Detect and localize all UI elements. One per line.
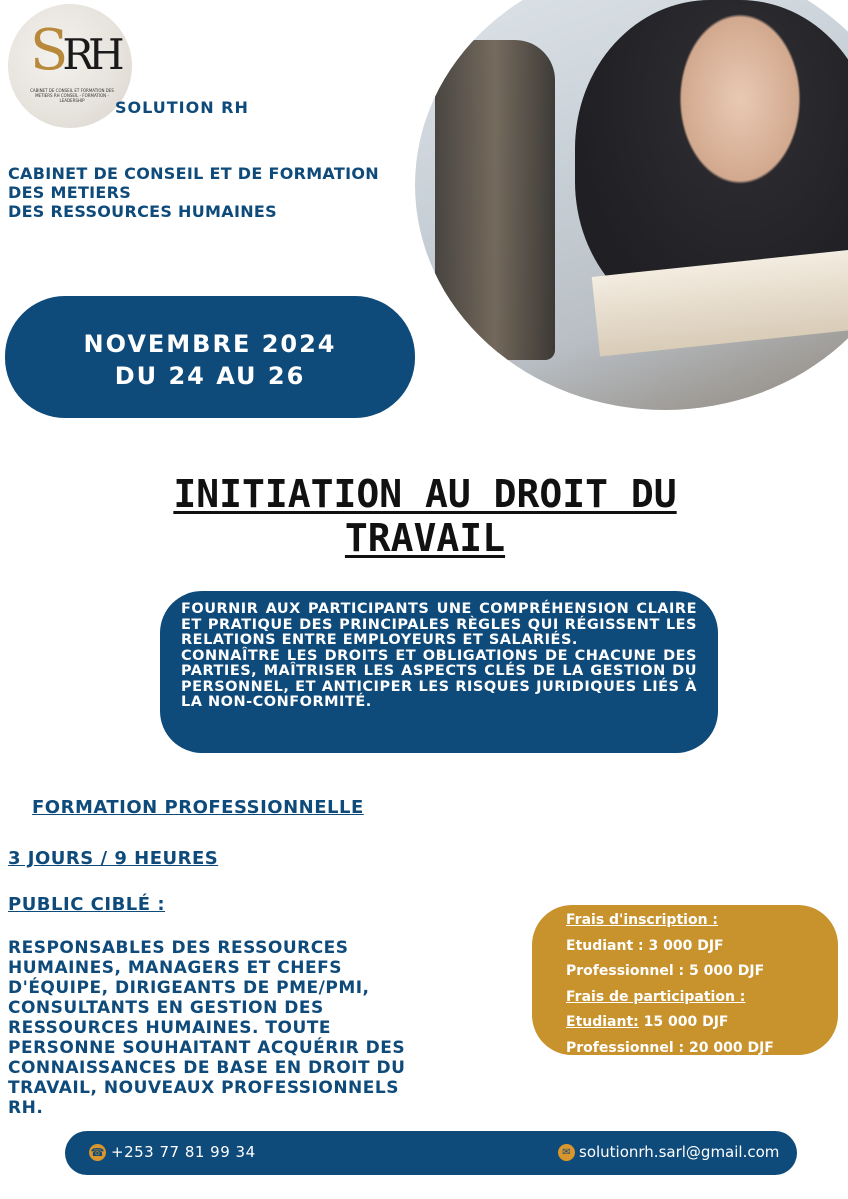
phone-number[interactable]: +253 77 81 99 34 <box>111 1143 256 1161</box>
lawyer-photo <box>415 0 848 410</box>
date-range: DU 24 AU 26 <box>114 362 306 390</box>
participation-heading: Frais de participation : <box>566 988 746 1005</box>
inscription-heading: Frais d'inscription : <box>566 912 719 928</box>
objectives-text <box>181 602 697 711</box>
tagline-line: DES RESSOURCES HUMAINES <box>8 202 277 221</box>
public-description: RESPONSABLES DES RESSOURCES HUMAINES, MANAGERS ET CHEFS D'ÉQUIPE, DIRIGEANTS DE PME/PMI, CONSULTANTS EN GESTION DES RESSOURCES HUMAINES. TOUTE PERSONNE SOUHAITANT ACQUÉRIR DES CONNAISSANCES DE BASE EN DROIT DU TRAVAIL, NOUVEAUX PROFESSIONNELS RH. <box>8 938 406 1118</box>
tagline-line: DES METIERS <box>8 183 132 202</box>
mail-icon: ✉ <box>558 1144 575 1161</box>
date-month: NOVEMBRE 2024 <box>83 330 337 358</box>
objective-item: CONNAÎTRE LES DROITS ET OBLIGATIONS DE CHACUNE DES PARTIES, MAÎTRISER LES ASPECTS CLÉS DE LA GESTION DU PERSONNEL, ET ANTICIPER LES RISQUES JURIDIQUES LIÉS À LA NON-CONFORMITÉ. <box>181 647 697 710</box>
participation-professional: Professionnel : 20 000 DJF <box>566 1039 774 1056</box>
logo-small-text: CABINET DE CONSEIL ET FORMATION DES METIERS RH CONSEIL - FORMATION - LEADERSHIP <box>30 88 114 103</box>
phone-icon: ☎ <box>90 1146 105 1159</box>
logo-monogram: SRH <box>30 18 119 83</box>
formation-duration: 3 JOURS / 9 HEURES <box>8 848 219 869</box>
contact-footer <box>65 1131 797 1175</box>
course-title: INITIATION AU DROIT DU TRAVAIL <box>173 472 677 560</box>
email-address[interactable]: solutionrh.sarl@gmail.com <box>579 1143 780 1161</box>
fees-list <box>566 908 774 1061</box>
brand-name: SOLUTION RH <box>115 98 249 117</box>
tagline <box>8 164 379 221</box>
tagline-line: CABINET DE CONSEIL ET DE FORMATION <box>8 164 379 183</box>
participation-student <box>566 1010 774 1036</box>
inscription-student: Etudiant : 3 000 DJF <box>566 937 724 954</box>
participation-student-label: Etudiant: <box>566 1014 639 1030</box>
company-logo <box>8 4 132 128</box>
date-banner <box>5 296 415 418</box>
objective-item: FOURNIR AUX PARTICIPANTS UNE COMPRÉHENSION CLAIRE ET PRATIQUE DES PRINCIPALES RÈGLES QUI RÉGISSENT LES RELATIONS ENTRE EMPLOYEURS ET SALARIÉS. <box>181 601 697 648</box>
public-heading: PUBLIC CIBLÉ : <box>8 894 166 915</box>
inscription-professional: Professionnel : 5 000 DJF <box>566 963 765 979</box>
participation-student-amount: 15 000 DJF <box>638 1014 729 1030</box>
formation-type: FORMATION PROFESSIONNELLE <box>32 797 364 818</box>
justice-statue <box>435 40 555 360</box>
